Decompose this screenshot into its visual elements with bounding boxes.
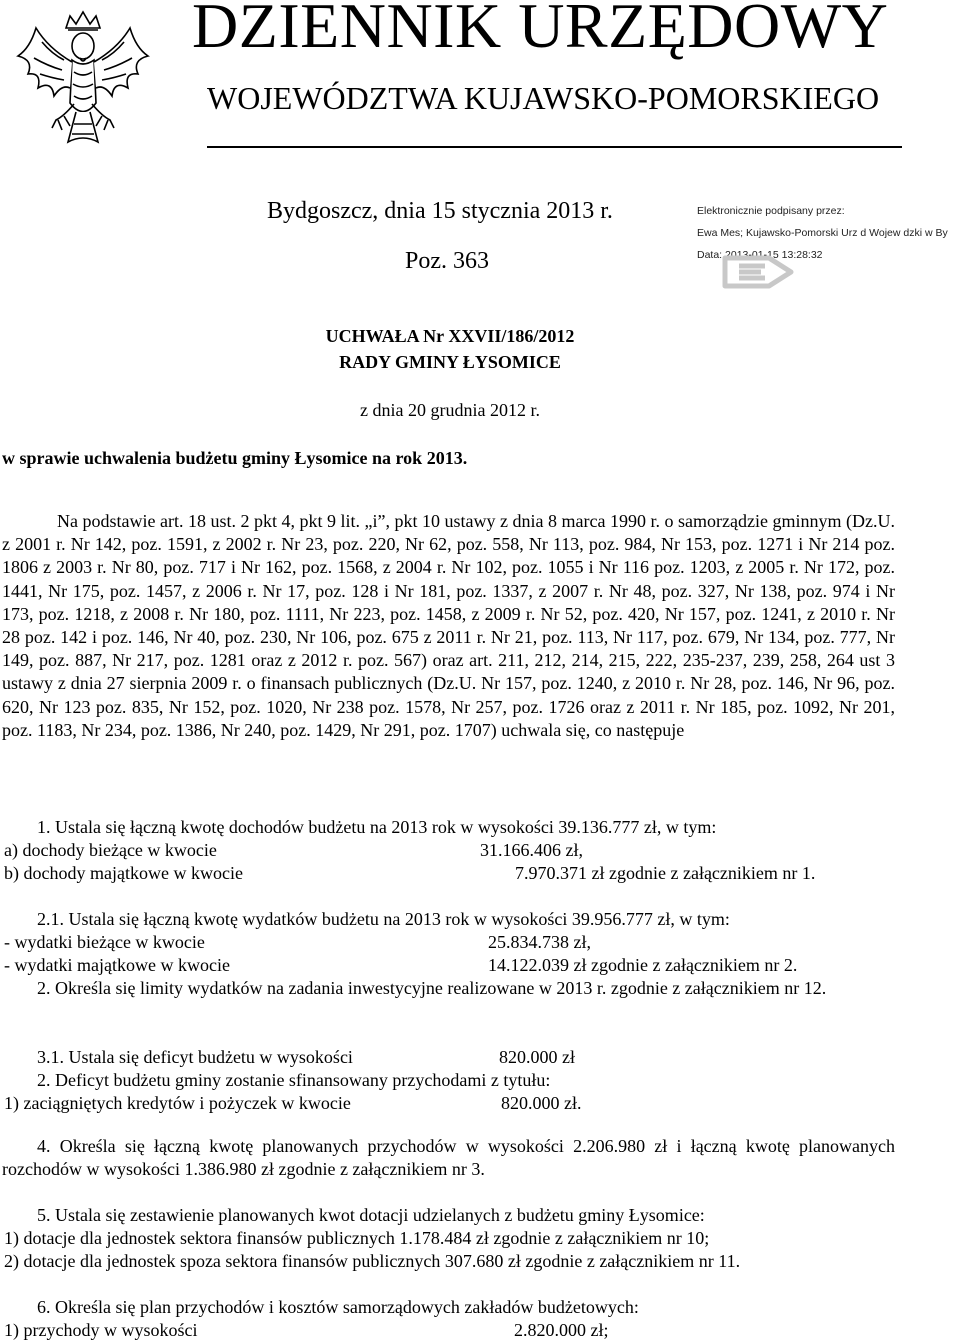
section-2-item-b-value: 14.122.039 zł zgodnie z załącznikiem nr 2. bbox=[488, 955, 798, 975]
signature-line-2: Ewa Mes; Kujawsko-Pomorski Urz d Wojew dzki w By bbox=[697, 227, 948, 239]
section-1-lead: 1. Ustala się łączną kwotę dochodów budżetu na 2013 rok w wysokości 39.136.777 zł, w tym: bbox=[37, 817, 717, 837]
journal-subtitle: WOJEWÓDZTWA KUJAWSKO-POMORSKIEGO bbox=[207, 80, 880, 116]
section-2-paragraph-2: 2. Określa się limity wydatków na zadania inwestycyjne realizowane w 2013 r. zgodnie z załącznikiem nr 12. bbox=[37, 978, 827, 998]
section-3-lead-label: 3.1. Ustala się deficyt budżetu w wysokości bbox=[37, 1047, 353, 1067]
place-and-date: Bydgoszcz, dnia 15 stycznia 2013 r. bbox=[267, 198, 613, 224]
section-5-item-1: 1) dotacje dla jednostek sektora finansów publicznych 1.178.484 zł zgodnie z załącznikiem nr 10; bbox=[4, 1228, 710, 1248]
section-1-item-a-value: 31.166.406 zł, bbox=[480, 840, 583, 860]
section-1-item-b-label: b) dochody majątkowe w kwocie bbox=[4, 863, 243, 883]
section-6-lead: 6. Określa się plan przychodów i kosztów samorządowych zakładów budżetowych: bbox=[37, 1297, 639, 1317]
preamble-paragraph: Na podstawie art. 18 ust. 2 pkt 4, pkt 9 lit. „i”, pkt 10 ustawy z dnia 8 marca 1990 r. o samorządzie gminnym (Dz.U. z 2001 r. Nr 142, poz. 1591, z 2002 r. Nr 23, poz. 220, Nr 62, poz. 558, Nr 113, poz. 984, Nr 153, poz. 1271 i Nr 214 poz. 1806 z 2003 r. Nr 80, poz. 717 i Nr 162, poz. 1568, z 2004 r. Nr 102, poz. 1055 i Nr 116 poz. 1203, z 2005 r. Nr 172, poz. 1441, Nr 175, poz. 1457, z 2006 r. Nr 17, poz. 128 i Nr 181, poz. 1337, z 2007 r. Nr 48, poz. 327, Nr 138, poz. 974 i Nr 173, poz. 1218, z 2008 r. Nr 180, poz. 1111, Nr 223, poz. 1458, z 2009 r. Nr 52, poz. 420, Nr 157, poz. 1241, z 2010 r. Nr 28 poz. 142 i poz. 146, Nr 40, poz. 230, Nr 106, poz. 675 z 2011 r. Nr 21, poz. 113, Nr 117, poz. 679, Nr 134, poz. 777, Nr 149, poz. 887, Nr 217, poz. 1281 oraz z 2012 r. poz. 567) oraz art. 211, 212, 214, 215, 222, 235-237, 239, 258, 264 ust 3 ustawy z dnia 27 sierpnia 2009 r. o finansach publicznych (Dz.U. Nr 157, poz. 1240, z 2010 r. Nr 28, poz. 146, Nr 96, poz. 620, Nr 123 poz. 835, Nr 152, poz. 1020, Nr 238 poz. 1578, Nr 257, poz. 1726 oraz z 2011 r. Nr 185, poz. 1092, Nr 201, poz. 1183, Nr 234, poz. 1386, Nr 240, poz. 1429, Nr 291, poz. 1707) uchwala się, co następuje bbox=[2, 511, 895, 740]
signature-line-3: Data: 2013-01-15 13:28:32 bbox=[697, 249, 823, 261]
resolution-body: RADY GMINY ŁYSOMICE bbox=[339, 352, 561, 372]
resolution-title: UCHWAŁA Nr XXVII/186/2012 bbox=[325, 326, 575, 346]
resolution-subject: w sprawie uchwalenia budżetu gminy Łysomice na rok 2013. bbox=[2, 448, 468, 468]
journal-title: DZIENNIK URZĘDOWY bbox=[192, 0, 889, 61]
section-1-item-b-value: 7.970.371 zł zgodnie z załącznikiem nr 1. bbox=[515, 863, 816, 883]
section-5-lead: 5. Ustala się zestawienie planowanych kwot dotacji udzielanych z budżetu gminy Łysomice: bbox=[37, 1205, 705, 1225]
section-2-lead: 2.1. Ustala się łączną kwotę wydatków budżetu na 2013 rok w wysokości 39.956.777 zł, w tym: bbox=[37, 909, 730, 929]
resolution-date: z dnia 20 grudnia 2012 r. bbox=[360, 400, 540, 420]
section-6-item-1-value: 2.820.000 zł; bbox=[514, 1320, 609, 1340]
signature-line-1: Elektronicznie podpisany przez: bbox=[697, 205, 845, 217]
section-3-lead-value: 820.000 zł bbox=[499, 1047, 575, 1067]
section-2-item-b-label: - wydatki majątkowe w kwocie bbox=[4, 955, 230, 975]
section-1-item-a-label: a) dochody bieżące w kwocie bbox=[4, 840, 217, 860]
section-2-item-a-value: 25.834.738 zł, bbox=[488, 932, 591, 952]
masthead-divider bbox=[207, 146, 902, 148]
section-4-paragraph: 4. Określa się łączną kwotę planowanych przychodów w wysokości 2.206.980 zł i łączną kwotę planowanych rozchodów w wysokości 1.386.980 zł zgodnie z załącznikiem nr 3. bbox=[2, 1136, 895, 1179]
polish-eagle-emblem-icon bbox=[8, 8, 158, 156]
section-3-item-1-value: 820.000 zł. bbox=[501, 1093, 582, 1113]
section-3-item-1-label: 1) zaciągniętych kredytów i pożyczek w kwocie bbox=[4, 1093, 351, 1113]
section-2-item-a-label: - wydatki bieżące w kwocie bbox=[4, 932, 205, 952]
position-number: Poz. 363 bbox=[405, 248, 489, 274]
section-5-item-2: 2) dotacje dla jednostek spoza sektora finansów publicznych 307.680 zł zgodnie z załącznikiem nr 11. bbox=[4, 1251, 741, 1271]
section-3-paragraph-2: 2. Deficyt budżetu gminy zostanie sfinansowany przychodami z tytułu: bbox=[37, 1070, 551, 1090]
signature-watermark-icon bbox=[717, 252, 797, 292]
section-6-item-1-label: 1) przychody w wysokości bbox=[4, 1320, 198, 1340]
